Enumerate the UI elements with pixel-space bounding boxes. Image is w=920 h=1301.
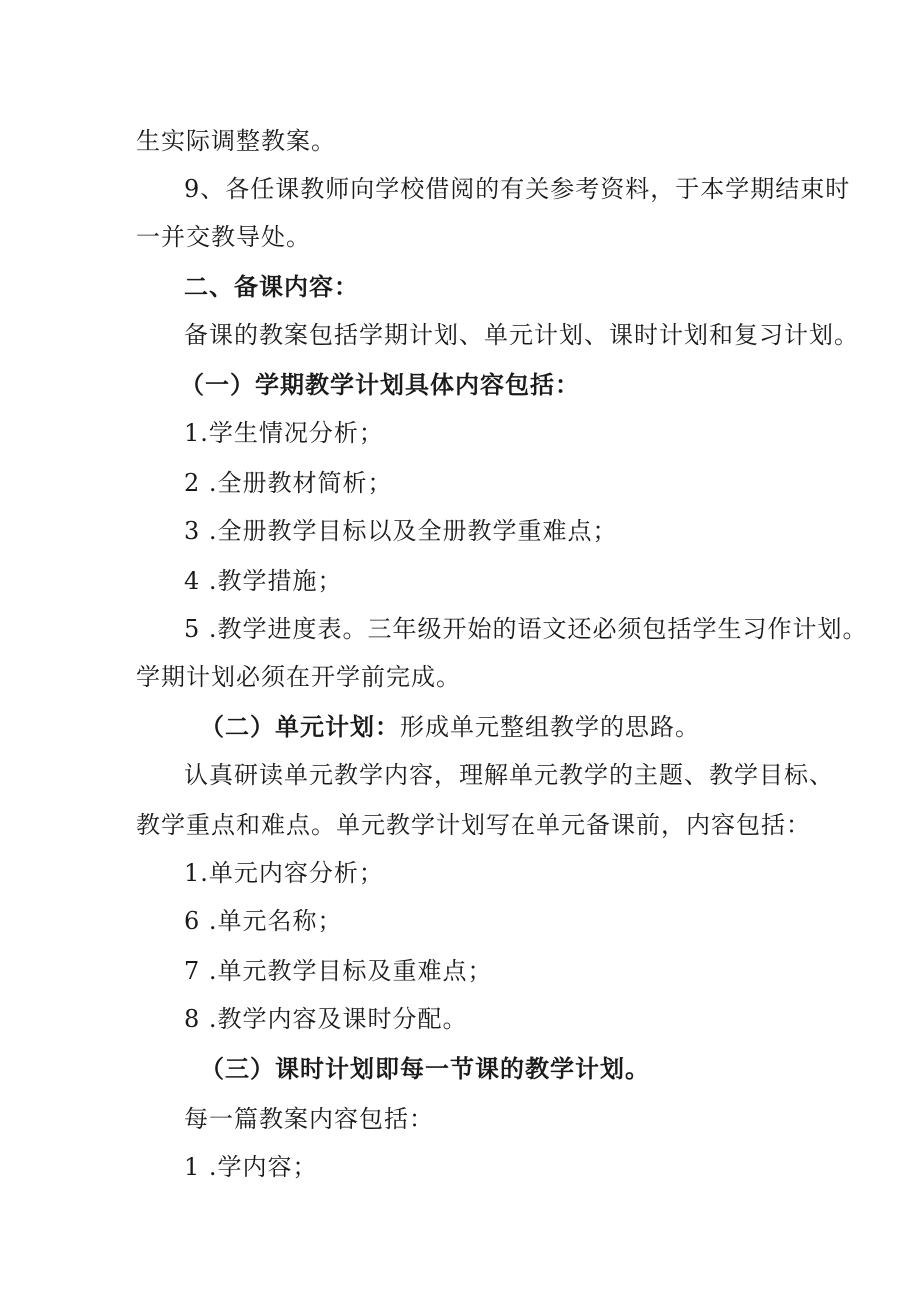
subsection-heading: （三）课时计划即每一节课的教学计划。 — [200, 1054, 650, 1083]
subsection-heading-line — [200, 712, 700, 742]
paragraph-line: 生实际调整教案。 — [136, 127, 336, 155]
list-item: 1 .学内容； — [184, 1153, 318, 1181]
subsection-heading: （二）单元计划： — [200, 712, 400, 741]
paragraph-line: 一并交教导处。 — [136, 223, 311, 251]
paragraph-line: 认真研读单元教学内容，理解单元教学的主题、教学目标、 — [184, 761, 834, 789]
subsection-heading: （一）学期教学计划具体内容包括： — [180, 370, 580, 399]
section-heading: 二、备课内容： — [184, 272, 359, 301]
paragraph-line: 每一篇教案内容包括： — [184, 1105, 434, 1133]
list-item: 5 .教学进度表。三年级开始的语文还必须包括学生习作计划。 — [184, 615, 868, 643]
list-item: 6 .单元名称； — [184, 907, 343, 935]
paragraph-line: 备课的教案包括学期计划、单元计划、课时计划和复习计划。 — [184, 321, 859, 349]
paragraph-line: 教学重点和难点。单元教学计划写在单元备课前，内容包括： — [136, 811, 811, 839]
list-item: 8 .教学内容及课时分配。 — [184, 1005, 468, 1033]
paragraph-line: 9、各任课教师向学校借阅的有关参考资料，于本学期结束时 — [184, 175, 851, 203]
list-item: 4 .教学措施； — [184, 567, 343, 595]
list-item: 3 .全册教学目标以及全册教学重难点； — [184, 517, 618, 545]
list-item: 1.学生情况分析； — [184, 419, 384, 447]
subsection-description: 形成单元整组教学的思路。 — [400, 713, 700, 741]
list-item: 1.单元内容分析； — [184, 859, 384, 887]
list-item: 7 .单元教学目标及重难点； — [184, 957, 493, 985]
list-item: 2 .全册教材简析； — [184, 469, 393, 497]
paragraph-line: 学期计划必须在开学前完成。 — [136, 663, 461, 691]
